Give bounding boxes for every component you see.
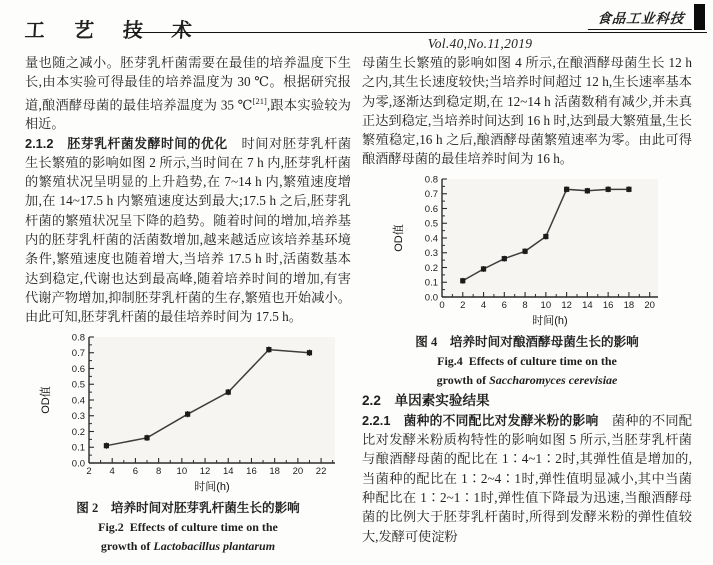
svg-text:18: 18 <box>623 299 635 311</box>
svg-text:2: 2 <box>460 299 466 311</box>
svg-text:6: 6 <box>132 465 139 477</box>
svg-text:0.7: 0.7 <box>424 188 438 200</box>
svg-text:8: 8 <box>522 299 528 311</box>
fig4-caption-en-line1: Fig.4 Effects of culture time on the <box>437 353 617 368</box>
svg-text:0.0: 0.0 <box>424 292 438 304</box>
svg-text:0.5: 0.5 <box>71 379 85 391</box>
svg-text:0.8: 0.8 <box>424 174 438 186</box>
left-column <box>25 53 351 556</box>
svg-text:0.3: 0.3 <box>71 410 85 422</box>
fig2-chart <box>37 329 347 497</box>
svg-text:6: 6 <box>501 299 507 311</box>
right-column <box>362 53 692 546</box>
svg-text:16: 16 <box>602 299 614 311</box>
svg-text:0.2: 0.2 <box>71 426 85 438</box>
svg-text:0.4: 0.4 <box>424 233 438 245</box>
fig4-caption-en-line2 <box>362 371 692 390</box>
svg-text:时间(h): 时间(h) <box>194 480 230 493</box>
svg-text:10: 10 <box>176 465 188 477</box>
journal-logo: 食品工业科技 <box>588 7 694 30</box>
svg-text:12: 12 <box>561 299 572 311</box>
svg-text:0.0: 0.0 <box>71 457 85 469</box>
volume-info: Vol.40,No.11,2019 <box>427 36 533 51</box>
fig4-caption-cn: 图 4 培养时间对酿酒酵母菌生长的影响 <box>415 334 639 349</box>
svg-text:OD值: OD值 <box>40 385 52 414</box>
paragraph-text: 菌种的不同配比对发酵米粉质构特性的影响如图 5 所示,当胚芽乳杆菌与酿酒酵母菌的配比在 1∶4~1∶2时,其弹性值是增加的,当菌种的配比在 1∶2~4∶1时,弹性值明显减小,其中当菌种配比在 1∶2~1∶1时,弹性值下降最为迅速,当酿酒酵母菌的比例大于胚芽乳杆菌时,所得到发酵米粉的弹性值较大,发酵可使淀粉 <box>362 412 692 544</box>
svg-text:22: 22 <box>315 465 327 477</box>
species-name: Saccharomyces cerevisiae <box>489 372 618 387</box>
species-name: Lactobacillus plantarum <box>153 538 276 553</box>
svg-text:0.6: 0.6 <box>71 363 85 375</box>
paragraph-section-2-1-2 <box>25 134 351 327</box>
svg-text:2: 2 <box>86 465 92 477</box>
caption-text: growth of <box>100 538 154 553</box>
svg-text:20: 20 <box>644 299 655 311</box>
paragraph-yeast-time: 母菌生长繁殖的影响如图 4 所示,在酿酒酵母菌生长 12 h 之内,其生长速度较快;当培养时间超过 12 h,生长速率基本为零,逐渐达到稳定期,在 12~14 h 活菌数稍有减少,并未真正达到稳定,当培养时间达到 16 h 时,达到最大繁殖量,生长繁殖稳定,16 h 之后,酿酒酵母菌繁殖速率为零。由此可得酿酒酵母菌的最佳培养时间为 16 h。 <box>362 55 692 167</box>
svg-text:0.6: 0.6 <box>424 203 438 215</box>
svg-text:0.3: 0.3 <box>424 247 438 259</box>
section-heading-2-2: 2.2 单因素实验结果 <box>362 392 490 408</box>
header-rule <box>127 32 707 33</box>
svg-text:14: 14 <box>582 299 593 311</box>
svg-text:0.2: 0.2 <box>424 262 438 274</box>
reference-21: [21] <box>252 95 267 106</box>
svg-text:0.1: 0.1 <box>71 442 85 454</box>
paragraph-text: 时间对胚芽乳杆菌生长繁殖的影响如图 2 所示,当时间在 7 h 内,胚芽乳杆菌的繁殖状况呈明显的上升趋势,在 7~14 h 内,繁殖速度增加,在 14~17.5 h 内繁殖速度达到最大;17.5 h 之后,胚芽乳杆菌的繁殖状况呈下降的趋势。随着时间的增加,培养基内的胚芽乳杆菌的活菌数增加,越来越适应该培养基环境条件,繁殖速度也随着增大,当培养 17.5 h 时,活菌数基本达到稳定,代谢也达到最高峰,随着培养时间的增加,有害代谢产物增加,抑制胚芽乳杆菌的生存,繁殖也开始减小。由此可知,胚芽乳杆菌的最佳培养时间为 17.5 h。 <box>25 135 352 325</box>
svg-text:4: 4 <box>480 299 487 311</box>
fig2-caption-en-line2 <box>25 537 351 556</box>
svg-text:4: 4 <box>109 465 115 477</box>
paragraph-section-2-2-1 <box>362 411 692 546</box>
paragraph-temperature <box>25 53 351 134</box>
svg-text:0.5: 0.5 <box>424 218 438 230</box>
paragraph-text: 量也随之减小。胚芽乳杆菌需要在最佳的培养温度下生长,由本实验可得最佳的培养温度为 30 ℃。根据研究报道,酿酒酵母菌的最佳培养温度为 35 ℃ <box>25 55 351 112</box>
journal-section-label: 工 艺 技 术 <box>24 18 204 42</box>
svg-text:0.8: 0.8 <box>71 331 85 343</box>
fig2-caption-cn: 图 2 培养时间对胚芽乳杆菌生长的影响 <box>76 500 300 515</box>
section-heading-2-2-1: 2.2.1 菌种的不同配比对发酵米粉的影响 <box>362 412 599 428</box>
svg-text:18: 18 <box>269 465 280 477</box>
svg-text:8: 8 <box>155 465 162 477</box>
svg-text:OD值: OD值 <box>393 224 405 252</box>
svg-text:0.4: 0.4 <box>71 394 85 406</box>
svg-text:16: 16 <box>246 465 257 477</box>
svg-text:0.1: 0.1 <box>424 277 438 289</box>
fig4-chart <box>390 171 670 331</box>
svg-text:12: 12 <box>199 465 211 477</box>
svg-text:20: 20 <box>292 465 304 477</box>
svg-text:10: 10 <box>540 299 552 311</box>
fig2-caption-en-line1: Fig.2 Effects of culture time on the <box>98 519 278 534</box>
svg-text:14: 14 <box>222 465 234 477</box>
journal-logo-bar <box>694 4 705 30</box>
caption-text: growth of <box>436 372 490 387</box>
svg-text:时间(h): 时间(h) <box>532 314 568 327</box>
paragraph-text: ,跟本实验较为相近。 <box>25 96 351 132</box>
section-heading-2-1-2: 2.1.2 胚芽乳杆菌发酵时间的优化 <box>25 135 228 151</box>
svg-text:0.7: 0.7 <box>71 347 85 359</box>
svg-text:0: 0 <box>439 299 445 311</box>
